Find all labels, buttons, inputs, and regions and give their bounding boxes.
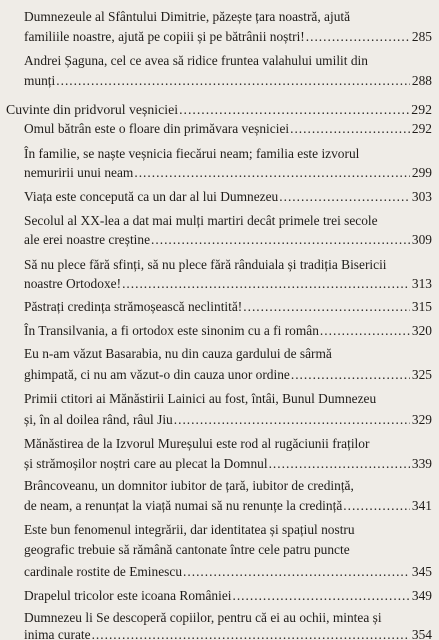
toc-entry-title-line: Dumnezeu li Se descoperă copiilor, pentru că ei au ochii, mintea și <box>24 610 382 625</box>
toc-page-number: 313 <box>411 276 432 291</box>
toc-entry-title-line: de neam, a renunțat la viață numai să nu renunțe la credință ..... 341 <box>24 497 432 514</box>
toc-page-number: 354 <box>411 627 432 640</box>
toc-entry-title-line: Să nu plece fără sfinți, să nu plece fără rânduiala și tradiția Bisericii <box>24 257 387 272</box>
dot-leader <box>306 28 410 45</box>
toc-entry-title-line: Eu n-am văzut Basarabia, nu din cauza gardului de sârmă <box>24 346 332 361</box>
toc-entry-title-line: inima curate ..... 354 <box>24 626 432 640</box>
dot-leader <box>56 72 410 89</box>
toc-page-number: 303 <box>411 189 432 204</box>
toc-page-number: 320 <box>411 323 432 338</box>
toc-page-number: 292 <box>411 102 432 117</box>
toc-entry-title-line: Drapelul tricolor este icoana României ..... 349 <box>24 587 432 604</box>
toc-page-number: 339 <box>411 456 432 471</box>
dot-leader <box>279 188 410 205</box>
toc-entry-title-line: Primii ctitori ai Mănăstirii Lainici au fost, întâi, Bunul Dumnezeu <box>24 391 377 406</box>
toc-page-number: 299 <box>411 165 432 180</box>
toc-entry-title-line: geografic trebuie să rămână cantonate între cele patru puncte <box>24 542 350 557</box>
toc-entry-title-line: și strămoșilor noștri care au plecat la Domnul ..... 339 <box>24 455 432 472</box>
toc-entry-title-line: noastre Ortodoxe! ..... 313 <box>24 275 432 292</box>
toc-page-number: 325 <box>411 367 432 382</box>
toc-entry-title-line: Secolul al XX-lea a dat mai mulți martiri decât primele trei secole <box>24 213 378 228</box>
toc-entry-title-line: munți ..... 288 <box>24 72 432 89</box>
toc-entry-title-line: cardinale rostite de Eminescu ..... 345 <box>24 563 432 580</box>
toc-entry-title-line: Viața este concepută ca un dar al lui Dumnezeu ..... 303 <box>24 188 432 205</box>
dot-leader <box>320 322 410 339</box>
toc-entry-title-line: Andrei Șaguna, cel ce avea să ridice fruntea valahului umilit din <box>24 53 368 68</box>
dot-leader <box>269 455 410 472</box>
dot-leader <box>179 101 409 118</box>
toc-page-number: 315 <box>411 299 432 314</box>
toc-page-number: 285 <box>411 29 432 44</box>
toc-page-number: 349 <box>411 588 432 603</box>
dot-leader <box>134 164 410 181</box>
toc-entry-title-line: familiile noastre, ajută pe copiii și pe bătrânii noștri! ..... 285 <box>24 28 432 45</box>
toc-section-title-line: Cuvinte din pridvorul veșniciei ..... 292 <box>6 101 432 118</box>
toc-page-number: 329 <box>411 412 432 427</box>
toc-page-number: 345 <box>411 564 432 579</box>
toc-entry-title-line: În familie, se naște veșnicia fiecărui neam; familia este izvorul <box>24 146 360 161</box>
dot-leader <box>290 120 410 137</box>
dot-leader <box>343 497 410 514</box>
toc-page-number: 288 <box>411 73 432 88</box>
toc-page-number: 292 <box>411 121 432 136</box>
dot-leader <box>291 366 410 383</box>
toc-entry-title-line: Este bun fenomenul integrării, dar identitatea și spațiul nostru <box>24 522 355 537</box>
toc-entry-title-line: Mănăstirea de la Izvorul Mureșului este rod al rugăciunii fraților <box>24 436 370 451</box>
dot-leader <box>174 411 410 428</box>
toc-entry-title-line: ale erei noastre creștine ..... 309 <box>24 231 432 248</box>
toc-entry-title-line: Păstrați credința strămoșească neclintită! ..... 315 <box>24 298 432 315</box>
toc-entry-title-line: În Transilvania, a fi ortodox este sinonim cu a fi român ..... 320 <box>24 322 432 339</box>
toc-page-number: 309 <box>411 232 432 247</box>
toc-entry-title-line: nemuririi unui neam ..... 299 <box>24 164 432 181</box>
dot-leader <box>122 275 410 292</box>
dot-leader <box>243 298 410 315</box>
dot-leader <box>232 587 409 604</box>
toc-entry-title-line: Omul bătrân este o floare din primăvara veșniciei ..... 292 <box>24 120 432 137</box>
toc-entry-title-line: Brâncoveanu, un domnitor iubitor de țară, iubitor de credință, <box>24 478 354 493</box>
dot-leader <box>183 563 410 580</box>
toc-entry-title-line: ghimpată, ci nu am văzut-o din cauza unor ordine ..... 325 <box>24 366 432 383</box>
toc-entry-title-line: Dumnezeule al Sfântului Dimitrie, păzește țara noastră, ajută <box>24 9 351 24</box>
dot-leader <box>151 231 410 248</box>
toc-entry-title-line: și, în al doilea rând, râul Jiu ..... 329 <box>24 411 432 428</box>
dot-leader <box>92 626 410 640</box>
toc-page-number: 341 <box>411 498 432 513</box>
